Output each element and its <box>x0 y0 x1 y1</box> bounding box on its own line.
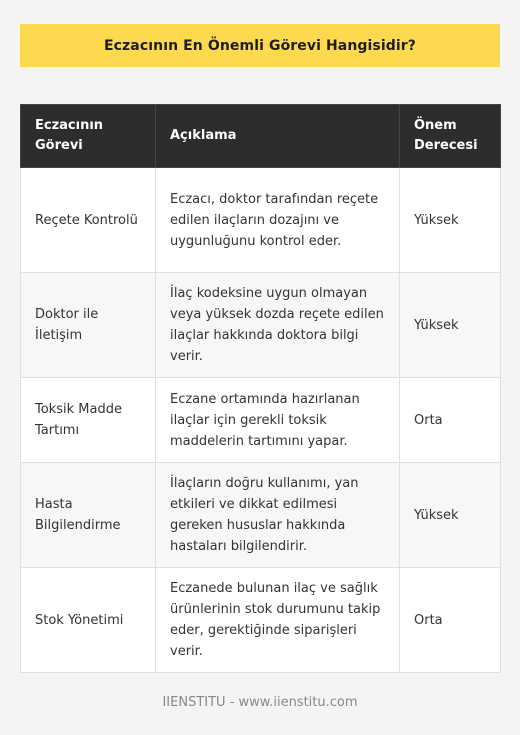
header-duty: Eczacının Görevi <box>21 105 156 168</box>
table-row <box>21 463 501 568</box>
table-row <box>21 168 501 273</box>
header-description: Açıklama <box>156 105 400 168</box>
cell-description: Eczane ortamında hazırlanan ilaçlar için gerekli toksik maddelerin tartımını yapar. <box>156 378 400 463</box>
cell-level: Orta <box>400 378 501 463</box>
cell-duty: Stok Yönetimi <box>21 568 156 673</box>
duties-table <box>20 104 501 673</box>
header-level: Önem Derecesi <box>400 105 501 168</box>
page-title: Eczacının En Önemli Görevi Hangisidir? <box>20 24 500 67</box>
cell-level: Yüksek <box>400 168 501 273</box>
cell-duty: Toksik Madde Tartımı <box>21 378 156 463</box>
cell-level: Orta <box>400 568 501 673</box>
cell-description: Eczanede bulunan ilaç ve sağlık ürünlerinin stok durumunu takip eder, gerektiğinde siparişleri verir. <box>156 568 400 673</box>
cell-level: Yüksek <box>400 463 501 568</box>
cell-duty: Hasta Bilgilendirme <box>21 463 156 568</box>
cell-description: İlaçların doğru kullanımı, yan etkileri ve dikkat edilmesi gereken hususlar hakkında hastaları bilgilendirir. <box>156 463 400 568</box>
cell-duty: Reçete Kontrolü <box>21 168 156 273</box>
cell-level: Yüksek <box>400 273 501 378</box>
cell-description: Eczacı, doktor tarafından reçete edilen ilaçların dozajını ve uygunluğunu kontrol eder. <box>156 168 400 273</box>
table-row <box>21 378 501 463</box>
cell-duty: Doktor ile İletişim <box>21 273 156 378</box>
table-row <box>21 568 501 673</box>
table-header-row <box>21 105 501 168</box>
cell-description: İlaç kodeksine uygun olmayan veya yüksek dozda reçete edilen ilaçlar hakkında doktora bilgi verir. <box>156 273 400 378</box>
table-row <box>21 273 501 378</box>
footer-credit: IIENSTITU - www.iienstitu.com <box>162 695 358 710</box>
